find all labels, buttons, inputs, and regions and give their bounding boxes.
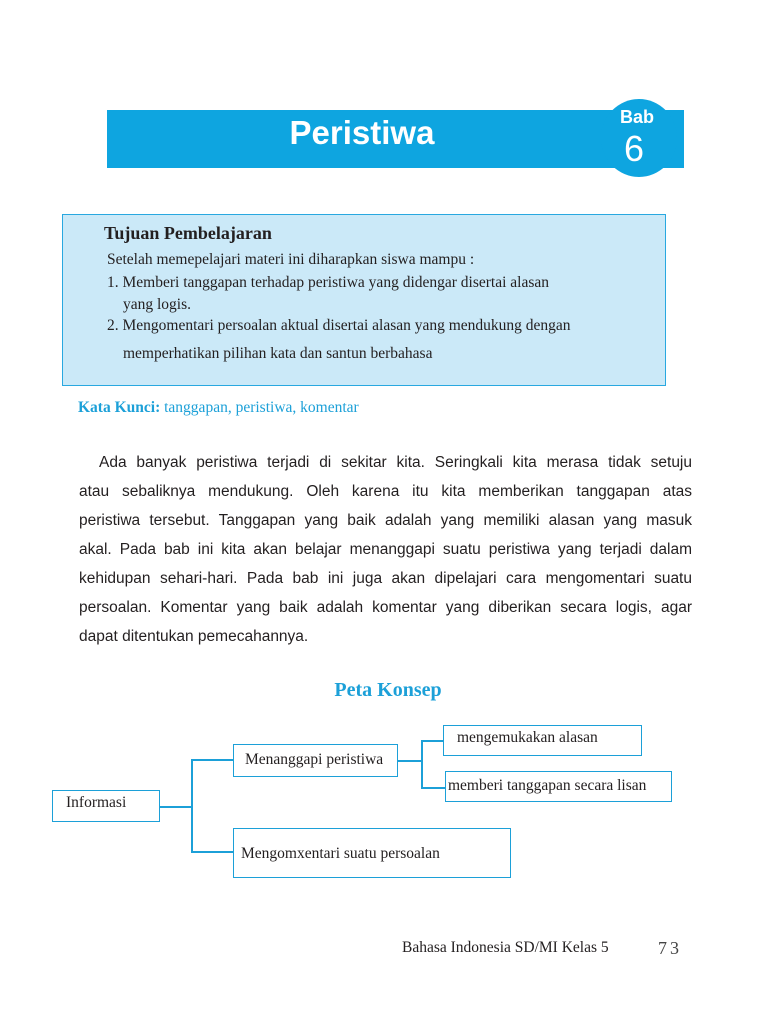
paragraph-line: dapat ditentukan pemecahannya. (79, 628, 309, 645)
connector-line (191, 759, 234, 761)
paragraph-line: Ada banyak peristiwa terjadi di sekitar kita. Seringkali kita merasa tidak setuju (99, 454, 692, 471)
connector-line (421, 740, 423, 788)
concept-node-leaf: mengemukakan alasan (443, 725, 642, 756)
connector-line (398, 760, 422, 762)
chapter-badge-number: 6 (623, 128, 645, 169)
objective-item-continuation: memperhatikan pilihan kata dan santun berbahasa (123, 345, 433, 362)
connector-line (421, 787, 445, 789)
keywords-text: tanggapan, peristiwa, komentar (164, 399, 359, 416)
chapter-badge-label: Bab (619, 107, 654, 127)
footer-book-title: Bahasa Indonesia SD/MI Kelas 5 (402, 939, 609, 956)
connector-line (191, 759, 193, 852)
connector-line (191, 851, 234, 853)
paragraph-line: kehidupan sehari-hari. Pada bab ini juga akan dipelajari cara mengomentari suatu (79, 570, 692, 587)
keywords-label: Kata Kunci: (78, 399, 161, 416)
paragraph-line: atau sebaliknya mendukung. Oleh karena itu kita memberikan tanggapan atas (79, 483, 692, 500)
concept-map-heading: Peta Konsep (334, 679, 442, 701)
paragraph-line: persoalan. Komentar yang baik adalah komentar yang diberikan secara logis, agar (79, 599, 692, 616)
objective-item-continuation: yang logis. (123, 296, 192, 313)
objective-item: 2. Mengomentari persoalan aktual disertai alasan yang mendukung dengan (107, 317, 571, 334)
keywords-line (78, 399, 359, 417)
chapter-title: Peristiwa (289, 114, 435, 151)
objectives-intro: Setelah memepelajari materi ini diharapkan siswa mampu : (107, 251, 475, 268)
concept-node-leaf: memberi tanggapan secara lisan (445, 771, 672, 802)
page-number: 73 (658, 938, 682, 958)
connector-line (160, 806, 192, 808)
concept-node-branch: Mengomxentari suatu persoalan (233, 828, 511, 878)
concept-node-branch: Menanggapi peristiwa (233, 744, 398, 777)
paragraph-line: akal. Pada bab ini kita akan belajar menanggapi suatu peristiwa yang terjadi dalam (79, 541, 692, 558)
concept-node-root: Informasi (52, 790, 160, 822)
objectives-heading: Tujuan Pembelajaran (104, 223, 272, 243)
objective-item: 1. Memberi tanggapan terhadap peristiwa yang didengar disertai alasan (107, 274, 550, 291)
connector-line (421, 740, 443, 742)
paragraph-line: peristiwa tersebut. Tanggapan yang baik adalah yang memiliki alasan yang masuk (79, 512, 692, 529)
